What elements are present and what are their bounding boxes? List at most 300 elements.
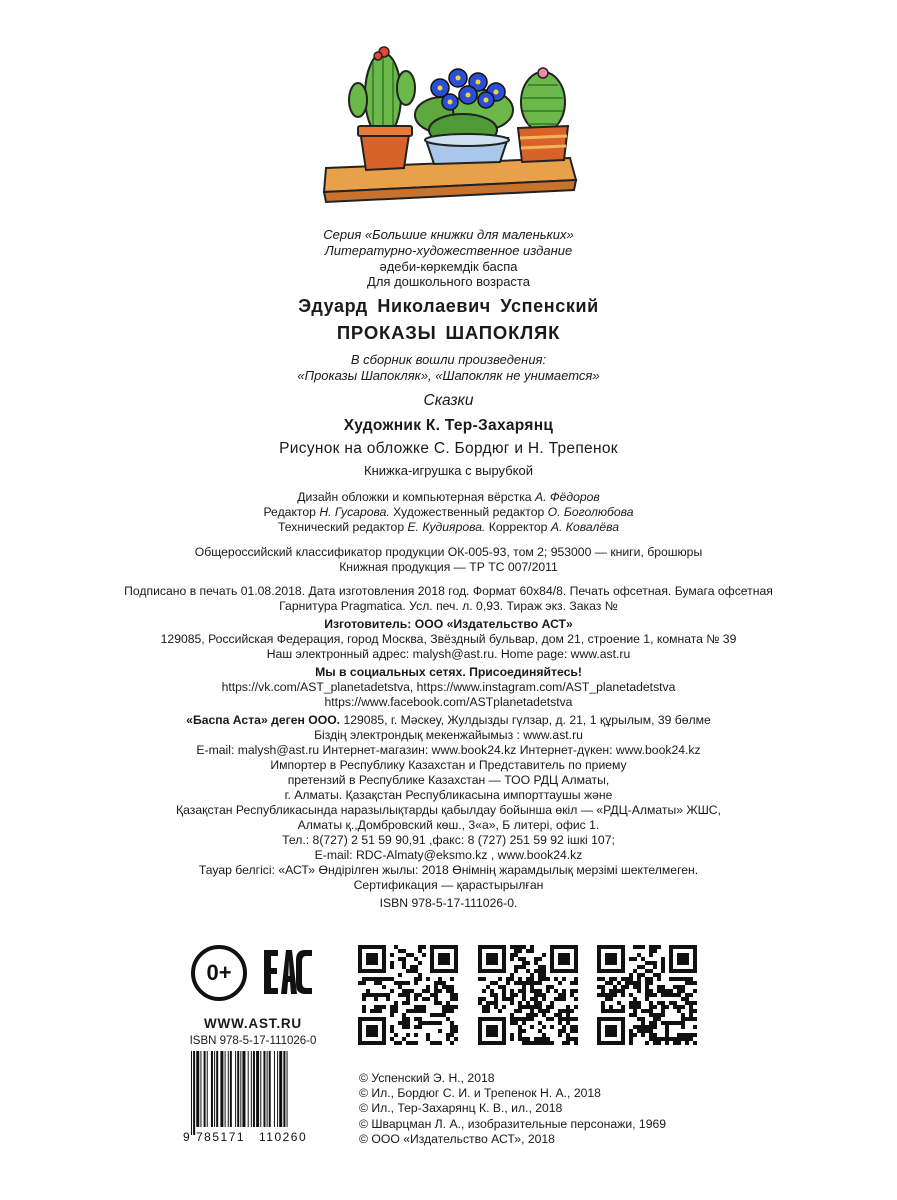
qr-module [498, 985, 502, 989]
qr-module [414, 1017, 418, 1021]
qr-module [597, 993, 601, 997]
qr-module [641, 1025, 645, 1029]
qr-module [546, 977, 550, 981]
genre: Сказки [423, 392, 474, 409]
qr-module [661, 1009, 665, 1013]
qr-module [394, 981, 398, 985]
qr-module [649, 1013, 653, 1017]
qr-module [450, 997, 454, 1001]
qr-module [637, 973, 641, 977]
qr-module [558, 1033, 562, 1037]
qr-module [410, 1009, 414, 1013]
qr-module [382, 1005, 386, 1009]
qr-module [478, 1001, 482, 1005]
qr-module [394, 1033, 398, 1037]
qr-module [438, 1041, 442, 1045]
qr-module [562, 1017, 566, 1021]
qr-module [538, 993, 542, 997]
qr-module [617, 989, 621, 993]
qr-module [637, 989, 641, 993]
qr-module [641, 1033, 645, 1037]
qr-module [522, 1021, 526, 1025]
qr-module [681, 985, 685, 989]
qr-module [402, 1021, 406, 1025]
qr-module [633, 1025, 637, 1029]
kz-line-5: претензий в Республике Казахстан — ТОО РДЦ Алматы, [287, 773, 610, 787]
qr-code-1[interactable] [358, 945, 458, 1045]
qr-module [414, 1005, 418, 1009]
qr-module [530, 1041, 534, 1045]
qr-module [434, 997, 438, 1001]
qr-module [358, 981, 362, 985]
qr-module [530, 981, 534, 985]
kz-line-10: E-mail: RDC-Almaty@eksmo.kz , www.book24.kz [314, 848, 583, 862]
qr-module [514, 949, 518, 953]
qr-module [514, 1017, 518, 1021]
qr-module [633, 1001, 637, 1005]
qr-module [550, 1001, 554, 1005]
copyright-line: © Ил., Тер-Захарянц К. В., ил., 2018 [359, 1101, 563, 1116]
qr-module [374, 993, 378, 997]
qr-module [621, 985, 625, 989]
qr-module [414, 1009, 418, 1013]
qr-module [522, 985, 526, 989]
qr-module [414, 957, 418, 961]
qr-module [494, 997, 498, 1001]
qr-module [506, 981, 510, 985]
qr-module [657, 1001, 661, 1005]
qr-module [574, 977, 578, 981]
qr-module [426, 1021, 430, 1025]
qr-module [653, 1025, 657, 1029]
qr-module [534, 989, 538, 993]
qr-module [422, 997, 426, 1001]
qr-module [625, 977, 629, 981]
qr-module [649, 1001, 653, 1005]
qr-module [366, 953, 378, 965]
qr-module [570, 981, 574, 985]
barcode-bar [200, 1051, 201, 1127]
barcode-bar [242, 1051, 245, 1127]
qr-module [629, 1033, 633, 1037]
qr-module [570, 1037, 574, 1041]
kz-line-6: г. Алматы. Қазақстан Республикасына импорттаушы және [284, 788, 613, 802]
qr-module [518, 981, 522, 985]
qr-module [534, 961, 538, 965]
barcode-bar [260, 1051, 261, 1127]
qr-module [574, 1041, 578, 1045]
qr-module [446, 1033, 450, 1037]
qr-module [601, 1009, 605, 1013]
plants-on-shelf-illustration [318, 40, 580, 215]
qr-module [609, 997, 613, 1001]
copyright-line: © Успенский Э. Н., 2018 [359, 1071, 495, 1085]
qr-module [542, 977, 546, 981]
qr-module [514, 993, 518, 997]
qr-module [538, 1009, 542, 1013]
qr-module [518, 1017, 522, 1021]
qr-module [574, 1037, 578, 1041]
qr-module [402, 1013, 406, 1017]
qr-module [673, 993, 677, 997]
qr-module [490, 989, 494, 993]
qr-module [482, 997, 486, 1001]
qr-module [558, 1017, 562, 1021]
qr-module [406, 1021, 410, 1025]
qr-module [609, 1009, 613, 1013]
qr-module [534, 981, 538, 985]
qr-module [693, 1033, 697, 1037]
qr-module [410, 969, 414, 973]
qr-module [649, 1029, 653, 1033]
barcode-bar [225, 1051, 226, 1127]
qr-module [530, 949, 534, 953]
qr-module [446, 1017, 450, 1021]
qr-module [482, 1009, 486, 1013]
qr-module [621, 1005, 625, 1009]
qr-module [366, 977, 370, 981]
qr-module [526, 969, 530, 973]
qr-module [645, 977, 649, 981]
qr-module [657, 1013, 661, 1017]
qr-module [685, 1017, 689, 1021]
qr-module [514, 965, 518, 969]
book-title: ПРОКАЗЫ ШАПОКЛЯК [336, 322, 561, 343]
qr-module [426, 1033, 430, 1037]
qr-module [390, 953, 394, 957]
qr-module [550, 1025, 554, 1029]
qr-module [386, 997, 390, 1001]
product-classifier: Общероссийский классификатор продукции ОК-005-93, том 2; 953000 — книги, брошюры [194, 545, 703, 559]
qr-module [414, 1033, 418, 1037]
qr-module [625, 981, 629, 985]
qr-module [566, 1041, 570, 1045]
qr-module [362, 981, 366, 985]
qr-module [426, 977, 430, 981]
qr-module [649, 981, 653, 985]
qr-module [522, 1005, 526, 1009]
qr-module [574, 997, 578, 1001]
qr-module [653, 945, 657, 949]
social-title: Мы в социальных сетях. Присоединяйтесь! [315, 665, 582, 679]
qr-code-3[interactable] [597, 945, 697, 1045]
qr-module [510, 1001, 514, 1005]
qr-module [609, 1005, 613, 1009]
qr-module [522, 1041, 526, 1045]
qr-module [534, 1001, 538, 1005]
qr-module [362, 1005, 366, 1009]
qr-module [637, 945, 641, 949]
qr-module [657, 977, 661, 981]
barcode-bar [279, 1051, 282, 1127]
qr-module [677, 1021, 681, 1025]
qr-module [434, 1021, 438, 1025]
qr-module [542, 997, 546, 1001]
qr-module [522, 1029, 526, 1033]
qr-module [649, 1033, 653, 1037]
qr-module [398, 1041, 402, 1045]
author-name: Эдуард Николаевич Успенский [298, 296, 599, 316]
qr-module [665, 1025, 669, 1029]
qr-module [510, 977, 514, 981]
qr-module [394, 945, 398, 949]
qr-module [653, 1037, 657, 1041]
qr-module [450, 1033, 454, 1037]
qr-module [685, 1001, 689, 1005]
barcode-digits-left: 785171 [196, 1130, 246, 1143]
qr-module [562, 977, 566, 981]
qr-module [693, 1041, 697, 1045]
qr-module [434, 993, 438, 997]
qr-module [518, 1029, 522, 1033]
barcode-bar [193, 1051, 195, 1135]
qr-module [446, 1001, 450, 1005]
qr-module [681, 997, 685, 1001]
qr-module [645, 961, 649, 965]
qr-module [665, 993, 669, 997]
qr-module [406, 993, 410, 997]
qr-module [390, 961, 394, 965]
qr-module [406, 953, 410, 957]
qr-module [538, 973, 542, 977]
qr-module [653, 1013, 657, 1017]
qr-module [418, 1009, 422, 1013]
qr-module [570, 1017, 574, 1021]
qr-module [681, 1033, 685, 1037]
cover-art-credit: Рисунок на обложке С. Бордюг и Н. Трепенок [279, 440, 618, 457]
qr-module [613, 989, 617, 993]
qr-module [482, 977, 486, 981]
qr-module [645, 981, 649, 985]
qr-module [641, 1017, 645, 1021]
qr-module [362, 1009, 366, 1013]
qr-module [434, 989, 438, 993]
qr-module [558, 993, 562, 997]
qr-module [546, 1041, 550, 1045]
qr-module [681, 977, 685, 981]
qr-module [426, 989, 430, 993]
qr-module [406, 1009, 410, 1013]
qr-module [418, 977, 422, 981]
qr-module [490, 1001, 494, 1005]
qr-module [538, 1005, 542, 1009]
barcode-bar [228, 1051, 229, 1127]
qr-module [673, 1021, 677, 1025]
qr-module [574, 1029, 578, 1033]
print-info-2: Гарнитура Pragmatica. Усл. печ. л. 0,93. Тираж экз. Заказ № [279, 599, 618, 613]
qr-module [518, 965, 522, 969]
qr-module [402, 949, 406, 953]
qr-module [442, 985, 446, 989]
qr-module [434, 981, 438, 985]
qr-module [422, 953, 426, 957]
qr-module [558, 1029, 562, 1033]
qr-module [649, 953, 653, 957]
qr-module [494, 981, 498, 985]
qr-module [649, 961, 653, 965]
qr-module [673, 985, 677, 989]
qr-module [677, 977, 681, 981]
qr-module [689, 1017, 693, 1021]
qr-module [574, 1025, 578, 1029]
qr-module [637, 1029, 641, 1033]
qr-module [390, 1009, 394, 1013]
kz-line-8: Алматы қ.,Домбровский көш., 3«а», Б литері, офис 1. [297, 818, 600, 832]
qr-module [689, 1033, 693, 1037]
barcode-bar [274, 1051, 275, 1127]
qr-module [562, 997, 566, 1001]
qr-module [518, 1001, 522, 1005]
qr-module [681, 1017, 685, 1021]
qr-module [398, 957, 402, 961]
qr-module [542, 1033, 546, 1037]
qr-module [422, 1009, 426, 1013]
qr-module [645, 1041, 649, 1045]
qr-module [398, 981, 402, 985]
qr-module [570, 993, 574, 997]
qr-module [434, 1013, 438, 1017]
qr-module [562, 993, 566, 997]
qr-module [386, 993, 390, 997]
barcode-bar [204, 1051, 206, 1127]
qr-module [418, 1021, 422, 1025]
qr-module [554, 977, 558, 981]
qr-module [637, 965, 641, 969]
qr-module [406, 1001, 410, 1005]
qr-module [657, 1017, 661, 1021]
qr-module [490, 981, 494, 985]
contents-list: «Проказы Шапокляк», «Шапокляк не унимается» [297, 368, 600, 383]
qr-module [510, 973, 514, 977]
qr-module [673, 1041, 677, 1045]
qr-module [530, 977, 534, 981]
qr-module [681, 1021, 685, 1025]
series-line: Серия «Большие книжки для маленьких» [323, 227, 574, 242]
qr-module [510, 945, 514, 949]
barcode-bar [269, 1051, 271, 1127]
qr-module [542, 965, 546, 969]
barcode-bar [287, 1051, 288, 1127]
qr-module [653, 993, 657, 997]
qr-module [645, 1029, 649, 1033]
qr-module [613, 1009, 617, 1013]
qr-module [562, 1041, 566, 1045]
qr-module [446, 1009, 450, 1013]
qr-module [418, 1017, 422, 1021]
qr-module [526, 961, 530, 965]
qr-module [406, 981, 410, 985]
barcode-bar [196, 1051, 199, 1127]
qr-module [510, 1017, 514, 1021]
qr-module [534, 997, 538, 1001]
age-rating-badge: 0+ [191, 945, 247, 1001]
qr-module [554, 1013, 558, 1017]
qr-module [633, 1013, 637, 1017]
social-links-1: https://vk.com/AST_planetadetstva, https://www.instagram.com/AST_planetadetstva [221, 680, 676, 694]
qr-module [685, 997, 689, 1001]
eac-mark-icon [262, 946, 314, 998]
barcode-bar [207, 1051, 208, 1127]
qr-module [514, 981, 518, 985]
qr-module [522, 965, 526, 969]
qr-module [530, 973, 534, 977]
qr-module [406, 1017, 410, 1021]
qr-module [386, 977, 390, 981]
qr-module [486, 953, 498, 965]
qr-module [669, 1001, 673, 1005]
qr-module [601, 1001, 605, 1005]
qr-module [649, 1005, 653, 1009]
qr-module [402, 981, 406, 985]
qr-module [617, 981, 621, 985]
qr-module [518, 945, 522, 949]
artist-credit: Художник К. Тер-Захарянц [343, 417, 554, 434]
qr-module [426, 985, 430, 989]
qr-module [522, 993, 526, 997]
qr-module [621, 993, 625, 997]
qr-module [538, 957, 542, 961]
qr-code-2[interactable] [478, 945, 578, 1045]
qr-module [510, 1037, 514, 1041]
barcode-bar [248, 1051, 249, 1127]
qr-module [629, 981, 633, 985]
print-info-1: Подписано в печать 01.08.2018. Дата изготовления 2018 год. Формат 60х84/8. Печать офсетная. Бумага офсетная [124, 584, 773, 598]
qr-module [621, 977, 625, 981]
qr-module [434, 1001, 438, 1005]
qr-module [362, 997, 366, 1001]
qr-module [693, 1025, 697, 1029]
qr-module [366, 993, 370, 997]
qr-module [629, 973, 633, 977]
qr-module [677, 1033, 681, 1037]
qr-module [601, 989, 605, 993]
qr-module [418, 1005, 422, 1009]
qr-module [669, 1021, 673, 1025]
qr-module [661, 1001, 665, 1005]
qr-module [605, 953, 617, 965]
qr-module [530, 1009, 534, 1013]
qr-module [370, 1009, 374, 1013]
qr-module [649, 977, 653, 981]
qr-module [605, 993, 609, 997]
qr-module [406, 1033, 410, 1037]
qr-module [522, 989, 526, 993]
barcode-bar [256, 1051, 259, 1127]
qr-module [454, 1025, 458, 1029]
qr-module [609, 977, 613, 981]
qr-module [637, 1005, 641, 1009]
qr-module [661, 961, 665, 965]
qr-module [653, 965, 657, 969]
qr-module [649, 1009, 653, 1013]
qr-module [438, 981, 442, 985]
barcode-isbn-label: ISBN 978-5-17-111026-0 [189, 1035, 317, 1047]
qr-module [414, 977, 418, 981]
qr-module [629, 993, 633, 997]
qr-module [526, 981, 530, 985]
qr-module [653, 1005, 657, 1009]
qr-module [530, 997, 534, 1001]
manufacturer-title: Изготовитель: ООО «Издательство АСТ» [324, 617, 573, 631]
qr-module [645, 989, 649, 993]
qr-module [601, 993, 605, 997]
qr-module [502, 985, 506, 989]
qr-module [681, 1013, 685, 1017]
qr-module [538, 977, 542, 981]
qr-module [621, 1009, 625, 1013]
qr-module [534, 1013, 538, 1017]
qr-module [450, 989, 454, 993]
